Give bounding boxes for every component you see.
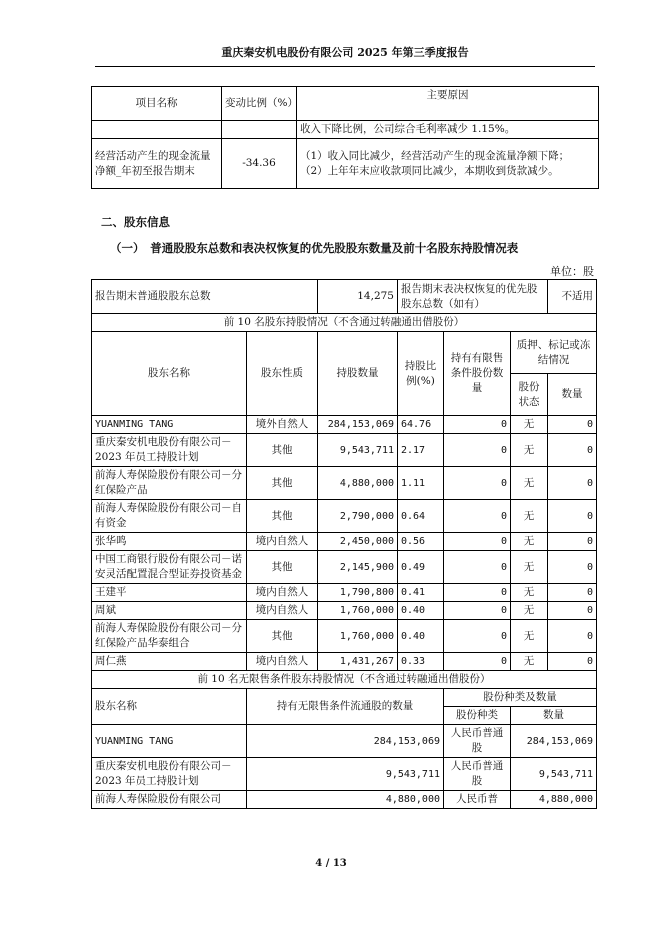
holder-ratio: 0.40: [398, 620, 444, 653]
u-holder-qty: 284,153,069: [247, 725, 444, 758]
holder-restricted: 0: [444, 584, 511, 602]
table-row: [92, 551, 597, 584]
u-holder-type: 人民币普: [444, 791, 511, 809]
top10-caption: 前 10 名股东持股情况（不含通过转融通出借股份）: [92, 314, 597, 332]
col-item-header: 项目名称: [92, 87, 222, 121]
holder-count: 0: [548, 653, 597, 671]
u-holder-count: 9,543,711: [511, 758, 597, 791]
row-item: 经营活动产生的现金流量净额_年初至报告期末: [92, 139, 222, 189]
section-title: 二、股东信息: [101, 215, 170, 229]
u-holder-type: 人民币普通股: [444, 758, 511, 791]
u-holder-name: 重庆秦安机电股份有限公司－2023 年员工持股计划: [92, 758, 247, 791]
u-col-count: 数量: [511, 707, 597, 725]
holder-name: YUANMING TANG: [92, 416, 247, 434]
holder-count: 0: [548, 416, 597, 434]
holder-ratio: 2.17: [398, 434, 444, 467]
page-header: 重庆秦安机电股份有限公司 2025 年第三季度报告: [95, 44, 595, 67]
holder-name: 前海人寿保险股份有限公司－自有资金: [92, 500, 247, 533]
holder-status: 无: [511, 533, 548, 551]
table-row: [92, 416, 597, 434]
holder-status: 无: [511, 584, 548, 602]
holder-name: 王建平: [92, 584, 247, 602]
u-holder-type: 人民币普通股: [444, 725, 511, 758]
holder-count: 0: [548, 434, 597, 467]
holder-count: 0: [548, 584, 597, 602]
change-reason-table: [91, 86, 599, 189]
holder-count: 0: [548, 500, 597, 533]
page-number: 4 / 13: [315, 858, 347, 869]
holder-status: 无: [511, 620, 548, 653]
holder-nature: 境内自然人: [247, 533, 318, 551]
col-pledge: 质押、标记或冻结情况: [511, 332, 597, 374]
holder-count: 0: [548, 620, 597, 653]
table-row: [92, 620, 597, 653]
col-qty: 持股数量: [318, 332, 398, 416]
reason-line-1: （1）收入同比减少，经营活动产生的现金流量净额下降；: [300, 149, 570, 162]
holder-ratio: 0.56: [398, 533, 444, 551]
holder-qty: 1,790,800: [318, 584, 398, 602]
holder-restricted: 0: [444, 533, 511, 551]
holder-nature: 境内自然人: [247, 602, 318, 620]
holder-restricted: 0: [444, 416, 511, 434]
holder-qty: 1,760,000: [318, 602, 398, 620]
total-holders-label: 报告期末普通股股东总数: [92, 280, 318, 314]
col-reason-header: 主要原因: [297, 87, 599, 121]
holder-ratio: 1.11: [398, 467, 444, 500]
holder-name: 重庆秦安机电股份有限公司－2023 年员工持股计划: [92, 434, 247, 467]
holder-restricted: 0: [444, 653, 511, 671]
holder-name: 周仁燕: [92, 653, 247, 671]
col-status: 股份状态: [511, 374, 548, 416]
col-restricted: 持有有限售条件股份数量: [444, 332, 511, 416]
holder-qty: 1,760,000: [318, 620, 398, 653]
col-ratio-header: 变动比例（%）: [222, 87, 297, 121]
holder-qty: 2,790,000: [318, 500, 398, 533]
shareholders-table: [91, 279, 597, 809]
holder-count: 0: [548, 551, 597, 584]
holder-nature: 境内自然人: [247, 584, 318, 602]
u-holder-count: 4,880,000: [511, 791, 597, 809]
unrestricted-caption: 前 10 名无限售条件股东持股情况（不含通过转融通出借股份）: [92, 671, 597, 689]
holder-ratio: 0.49: [398, 551, 444, 584]
holder-nature: 其他: [247, 620, 318, 653]
u-col-name: 股东名称: [92, 689, 247, 725]
u-holder-qty: 4,880,000: [247, 791, 444, 809]
holder-nature: 境外自然人: [247, 416, 318, 434]
holder-nature: 其他: [247, 467, 318, 500]
holder-name: 张华鸣: [92, 533, 247, 551]
u-col-qty: 持有无限售条件流通股的数量: [247, 689, 444, 725]
table-row: [92, 653, 597, 671]
holder-count: 0: [548, 467, 597, 500]
u-col-type: 股份种类: [444, 707, 511, 725]
holder-status: 无: [511, 434, 548, 467]
table-row: [92, 467, 597, 500]
holder-status: 无: [511, 551, 548, 584]
col-count: 数量: [548, 374, 597, 416]
table-row: [92, 758, 597, 791]
u-col-type-group: 股份种类及数量: [444, 689, 597, 707]
u-holder-name: 前海人寿保险股份有限公司: [92, 791, 247, 809]
holder-status: 无: [511, 416, 548, 434]
table-row: [92, 602, 597, 620]
holder-restricted: 0: [444, 434, 511, 467]
holder-name: 中国工商银行股份有限公司－诺安灵活配置混合型证券投资基金: [92, 551, 247, 584]
continued-reason: 收入下降比例，公司综合毛利率减少 1.15%。: [297, 121, 599, 139]
table-row: [92, 791, 597, 809]
col-ratio: 持股比例(%): [398, 332, 444, 416]
holder-restricted: 0: [444, 602, 511, 620]
section-subtitle: （一） 普通股股东总数和表决权恢复的优先股股东数量及前十名股东持股情况表: [110, 241, 519, 255]
row-ratio: -34.36: [222, 139, 297, 189]
u-holder-name: YUANMING TANG: [92, 725, 247, 758]
holder-qty: 2,450,000: [318, 533, 398, 551]
holder-restricted: 0: [444, 551, 511, 584]
holder-status: 无: [511, 467, 548, 500]
holder-qty: 2,145,900: [318, 551, 398, 584]
u-holder-count: 284,153,069: [511, 725, 597, 758]
holder-name: 周斌: [92, 602, 247, 620]
holder-ratio: 0.64: [398, 500, 444, 533]
holder-status: 无: [511, 500, 548, 533]
holder-nature: 其他: [247, 551, 318, 584]
holder-restricted: 0: [444, 500, 511, 533]
u-holder-qty: 9,543,711: [247, 758, 444, 791]
holder-count: 0: [548, 533, 597, 551]
holder-restricted: 0: [444, 620, 511, 653]
holder-ratio: 0.40: [398, 602, 444, 620]
table-row: [92, 533, 597, 551]
holder-restricted: 0: [444, 467, 511, 500]
holder-nature: 境内自然人: [247, 653, 318, 671]
holder-nature: 其他: [247, 500, 318, 533]
holder-status: 无: [511, 602, 548, 620]
holder-qty: 1,431,267: [318, 653, 398, 671]
holder-name: 前海人寿保险股份有限公司－分红保险产品: [92, 467, 247, 500]
unit-label: 单位：股: [550, 265, 594, 278]
table-row: [92, 584, 597, 602]
pref-holders-value: 不适用: [548, 280, 597, 314]
holder-qty: 284,153,069: [318, 416, 398, 434]
row-reason: [297, 139, 599, 189]
table-row: [92, 725, 597, 758]
col-nature: 股东性质: [247, 332, 318, 416]
table-row: [92, 500, 597, 533]
holder-nature: 其他: [247, 434, 318, 467]
reason-line-2: （2）上年年末应收款项同比减少，本期收到货款减少。: [300, 164, 559, 177]
holder-ratio: 0.41: [398, 584, 444, 602]
holder-ratio: 0.33: [398, 653, 444, 671]
holder-qty: 9,543,711: [318, 434, 398, 467]
holder-status: 无: [511, 653, 548, 671]
col-name: 股东名称: [92, 332, 247, 416]
total-holders-value: 14,275: [318, 280, 398, 314]
holder-ratio: 64.76: [398, 416, 444, 434]
holder-qty: 4,880,000: [318, 467, 398, 500]
table-row: [92, 434, 597, 467]
holder-count: 0: [548, 602, 597, 620]
holder-name: 前海人寿保险股份有限公司－分红保险产品华泰组合: [92, 620, 247, 653]
pref-holders-label: 报告期末表决权恢复的优先股股东总数（如有）: [398, 280, 548, 314]
